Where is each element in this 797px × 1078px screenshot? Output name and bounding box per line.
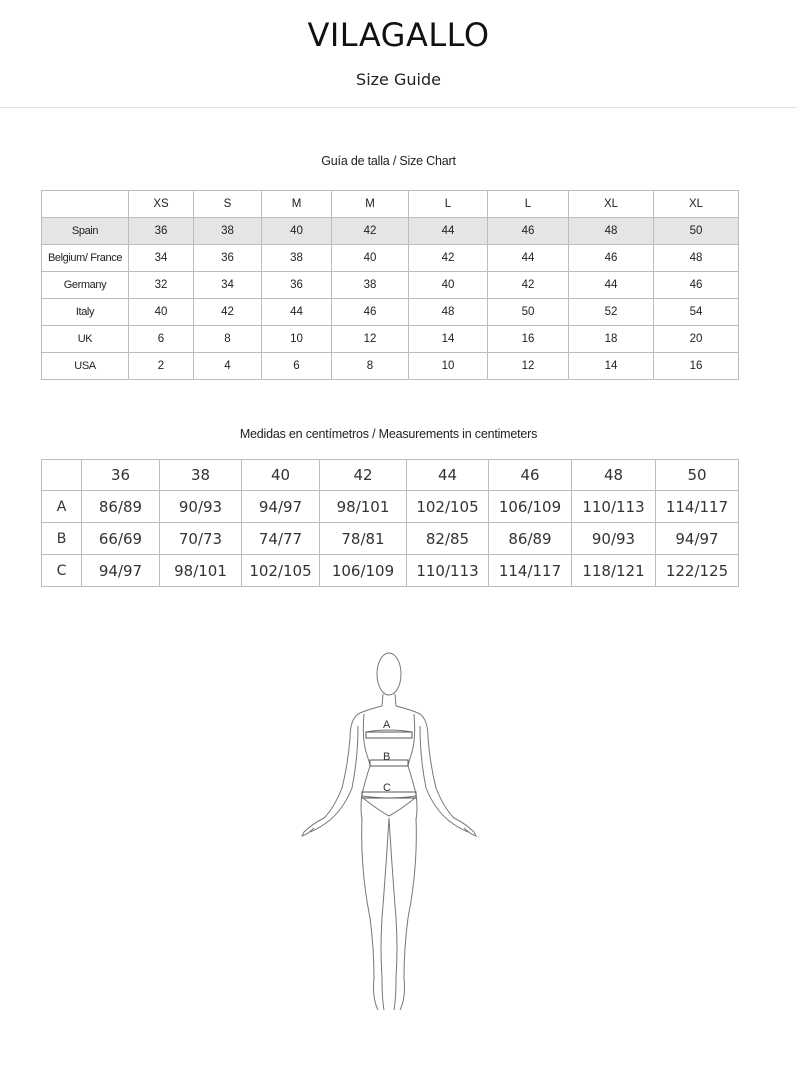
table-cell: 66/69	[82, 523, 160, 555]
table-cell: 86/89	[82, 491, 160, 523]
table-cell: 44	[409, 218, 488, 245]
row-label: A	[42, 491, 82, 523]
row-label: UK	[42, 326, 129, 353]
table-cell: 44	[488, 245, 569, 272]
measurements-table	[41, 459, 739, 587]
table-row	[42, 523, 739, 555]
table-cell: 50	[488, 299, 569, 326]
table-cell: 12	[332, 326, 409, 353]
row-label: USA	[42, 353, 129, 380]
header-cell: 36	[82, 460, 160, 491]
body-measurement-figure	[290, 648, 490, 1018]
table-row	[42, 245, 739, 272]
table-cell: 6	[129, 326, 194, 353]
table-cell: 40	[409, 272, 488, 299]
table-cell: 42	[409, 245, 488, 272]
table-cell: 10	[262, 326, 332, 353]
table-cell: 98/101	[320, 491, 407, 523]
header-cell: M	[262, 191, 332, 218]
header-cell	[42, 460, 82, 491]
row-label: Italy	[42, 299, 129, 326]
table-row	[42, 491, 739, 523]
row-label: Germany	[42, 272, 129, 299]
header-cell: 46	[489, 460, 572, 491]
row-label: Belgium/ France	[42, 245, 129, 272]
row-label: C	[42, 555, 82, 587]
table-row	[42, 218, 739, 245]
header-cell: 48	[572, 460, 656, 491]
table-cell: 78/81	[320, 523, 407, 555]
table-cell: 50	[654, 218, 739, 245]
header-cell: S	[194, 191, 262, 218]
table-cell: 6	[262, 353, 332, 380]
table-cell: 42	[194, 299, 262, 326]
table-cell: 20	[654, 326, 739, 353]
table-cell: 110/113	[407, 555, 489, 587]
size-chart-title: Guía de talla / Size Chart	[321, 154, 456, 168]
table-cell: 40	[332, 245, 409, 272]
table-cell: 40	[129, 299, 194, 326]
table-cell: 102/105	[407, 491, 489, 523]
table-cell: 34	[194, 272, 262, 299]
table-cell: 44	[262, 299, 332, 326]
measurements-title: Medidas en centímetros / Measurements in centimeters	[239, 427, 538, 441]
table-cell: 34	[129, 245, 194, 272]
header-cell: 44	[407, 460, 489, 491]
measure-label-a: A	[383, 719, 391, 731]
table-cell: 74/77	[242, 523, 320, 555]
table-cell: 48	[654, 245, 739, 272]
table-cell: 42	[332, 218, 409, 245]
row-label: Spain	[42, 218, 129, 245]
table-cell: 8	[194, 326, 262, 353]
table-cell: 114/117	[656, 491, 739, 523]
table-cell: 14	[569, 353, 654, 380]
row-label: B	[42, 523, 82, 555]
page-subtitle: Size Guide	[356, 70, 441, 89]
header-cell: 40	[242, 460, 320, 491]
table-row	[42, 272, 739, 299]
table-row	[42, 555, 739, 587]
table-cell: 18	[569, 326, 654, 353]
table-cell: 38	[332, 272, 409, 299]
table-cell: 46	[654, 272, 739, 299]
header-cell: 50	[656, 460, 739, 491]
table-cell: 70/73	[160, 523, 242, 555]
header-cell: L	[409, 191, 488, 218]
table-cell: 110/113	[572, 491, 656, 523]
measurements-header-row	[42, 460, 739, 491]
table-cell: 14	[409, 326, 488, 353]
table-cell: 86/89	[489, 523, 572, 555]
table-cell: 36	[194, 245, 262, 272]
table-cell: 94/97	[242, 491, 320, 523]
table-cell: 4	[194, 353, 262, 380]
table-row	[42, 299, 739, 326]
table-cell: 46	[569, 245, 654, 272]
table-cell: 10	[409, 353, 488, 380]
header-cell: 42	[320, 460, 407, 491]
table-cell: 94/97	[656, 523, 739, 555]
table-cell: 12	[488, 353, 569, 380]
header-cell: 38	[160, 460, 242, 491]
table-cell: 46	[488, 218, 569, 245]
size-chart-header-row	[42, 191, 739, 218]
table-cell: 122/125	[656, 555, 739, 587]
table-cell: 114/117	[489, 555, 572, 587]
table-cell: 42	[488, 272, 569, 299]
table-cell: 48	[409, 299, 488, 326]
table-cell: 32	[129, 272, 194, 299]
table-cell: 38	[194, 218, 262, 245]
table-cell: 118/121	[572, 555, 656, 587]
table-row	[42, 353, 739, 380]
table-cell: 90/93	[572, 523, 656, 555]
page-header	[0, 0, 797, 108]
size-chart-table	[41, 190, 739, 380]
table-cell: 44	[569, 272, 654, 299]
measure-label-b: B	[383, 751, 391, 763]
table-cell: 94/97	[82, 555, 160, 587]
table-cell: 2	[129, 353, 194, 380]
table-cell: 36	[129, 218, 194, 245]
table-cell: 52	[569, 299, 654, 326]
table-cell: 106/109	[320, 555, 407, 587]
table-cell: 36	[262, 272, 332, 299]
header-cell: XL	[654, 191, 739, 218]
measure-label-c: C	[383, 782, 391, 794]
table-cell: 48	[569, 218, 654, 245]
table-cell: 16	[488, 326, 569, 353]
table-cell: 8	[332, 353, 409, 380]
table-cell: 46	[332, 299, 409, 326]
table-cell: 102/105	[242, 555, 320, 587]
table-row	[42, 326, 739, 353]
table-cell: 90/93	[160, 491, 242, 523]
table-cell: 38	[262, 245, 332, 272]
header-cell: XS	[129, 191, 194, 218]
brand-logo: VILAGALLO	[307, 16, 490, 54]
table-cell: 106/109	[489, 491, 572, 523]
table-cell: 82/85	[407, 523, 489, 555]
header-cell: M	[332, 191, 409, 218]
header-cell	[42, 191, 129, 218]
table-cell: 54	[654, 299, 739, 326]
table-cell: 98/101	[160, 555, 242, 587]
table-cell: 40	[262, 218, 332, 245]
header-cell: L	[488, 191, 569, 218]
table-cell: 16	[654, 353, 739, 380]
header-cell: XL	[569, 191, 654, 218]
